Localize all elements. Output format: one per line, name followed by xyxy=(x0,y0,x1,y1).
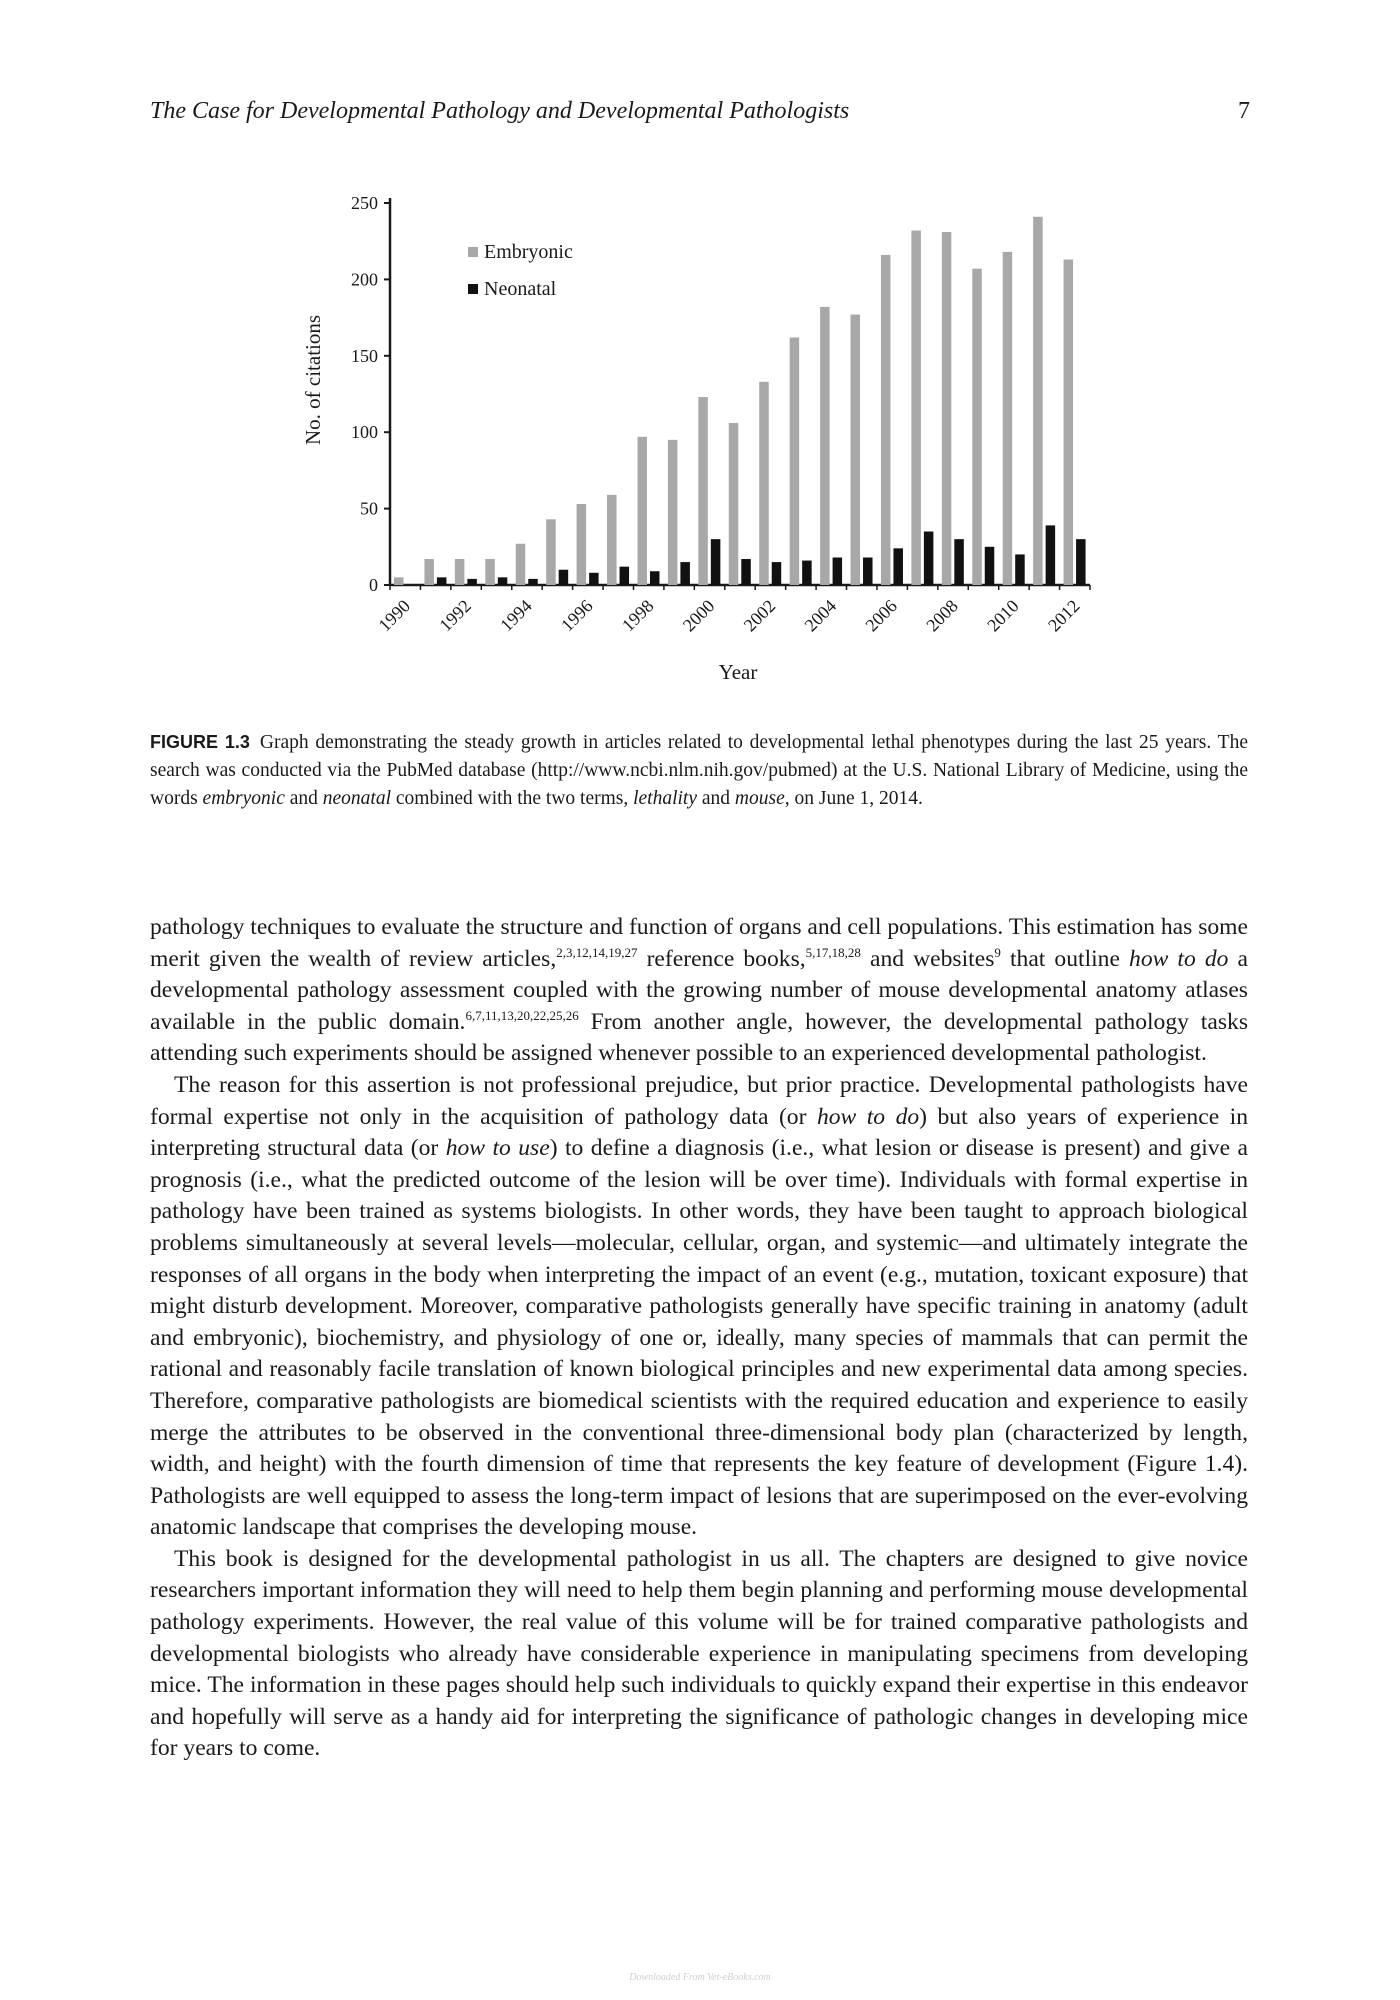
bar-neonatal-1995 xyxy=(559,570,569,585)
bar-neonatal-1999 xyxy=(680,562,690,585)
bar-neonatal-1997 xyxy=(620,567,630,585)
bar-neonatal-2001 xyxy=(741,559,751,585)
paragraph-2 xyxy=(150,1070,1248,1544)
footer-watermark: Downloaded From Vet-eBooks.com xyxy=(629,1972,771,1983)
bar-embryonic-1995 xyxy=(546,519,556,585)
y-tick-label: 150 xyxy=(351,345,378,366)
bar-neonatal-2011 xyxy=(1046,525,1056,585)
y-axis-label: No. of citations xyxy=(301,314,325,446)
bar-embryonic-2002 xyxy=(759,382,769,585)
p1-text-d: that outline xyxy=(1000,945,1130,972)
y-tick-label: 0 xyxy=(369,575,378,595)
bar-embryonic-1998 xyxy=(637,437,647,585)
bar-neonatal-2004 xyxy=(833,557,843,585)
paragraph-3: This book is designed for the developmental pathologist in us all. The chapters are designed to give novice researchers important information they will need to help them begin planning and performing mouse developmental pathology experiments. However, the real value of this volume will be for trained comparative pathologists and developmental biologists who already have considerable experience in manipulating specimens from developing mice. The information in these pages should help such individuals to quickly expand their expertise in this endeavor and hopefully will serve as a handy aid for interpreting the significance of pathologic changes in developing mice for years to come. xyxy=(150,1545,1248,1762)
bar-embryonic-2009 xyxy=(972,269,982,585)
bar-neonatal-1998 xyxy=(650,571,660,585)
x-tick-label: 2002 xyxy=(739,595,780,636)
figure-caption xyxy=(150,728,1248,813)
bar-neonatal-2006 xyxy=(893,548,903,585)
bar-neonatal-2002 xyxy=(772,562,782,585)
x-tick-label: 2000 xyxy=(678,595,719,636)
bar-embryonic-1997 xyxy=(607,495,617,585)
p1-text-a: pathology techniques to evaluate the structure and function of organs and cell populations. This estimation has some merit given the wealth of review articles, xyxy=(150,914,1248,972)
bar-embryonic-2001 xyxy=(729,423,739,585)
caption-text-4: and xyxy=(697,788,735,809)
bar-neonatal-1993 xyxy=(498,577,508,585)
bar-neonatal-2008 xyxy=(954,539,964,585)
bar-neonatal-2007 xyxy=(924,532,934,585)
bar-embryonic-2010 xyxy=(1003,252,1013,585)
x-axis-label: Year xyxy=(718,660,758,684)
bar-embryonic-1993 xyxy=(485,559,495,585)
x-tick-label: 1992 xyxy=(435,595,475,636)
caption-term-lethality: lethality xyxy=(633,788,698,809)
legend-swatch-embryonic xyxy=(468,247,478,257)
chart-bars xyxy=(394,217,1086,585)
bar-embryonic-2005 xyxy=(851,315,861,585)
y-tick-label: 250 xyxy=(351,193,378,213)
x-tick-label: 2008 xyxy=(922,595,962,636)
citation-superscript: 5,17,18,28 xyxy=(805,944,861,960)
x-tick-label: 1990 xyxy=(374,595,415,636)
x-tick-label: 1996 xyxy=(557,595,597,636)
bar-embryonic-1999 xyxy=(668,440,678,585)
body-text xyxy=(150,912,1248,1765)
citation-superscript: 9 xyxy=(994,944,1001,960)
bar-embryonic-2012 xyxy=(1064,260,1074,585)
bar-neonatal-2005 xyxy=(863,557,873,585)
citation-superscript: 6,7,11,13,20,22,25,26 xyxy=(465,1007,579,1023)
bar-neonatal-2000 xyxy=(711,539,721,585)
bar-embryonic-1996 xyxy=(577,504,587,585)
bar-embryonic-1990 xyxy=(394,577,404,585)
bar-embryonic-2006 xyxy=(881,255,891,585)
y-tick-label: 200 xyxy=(351,269,378,290)
bar-neonatal-2003 xyxy=(802,561,812,585)
bar-embryonic-2008 xyxy=(942,232,952,585)
p1-text-f: a developmental pathology assessment coupled with the growing number of mouse developmental anatomy atlases available in the public domain. xyxy=(150,945,1249,1035)
bar-embryonic-2000 xyxy=(698,397,708,585)
legend-label-embryonic: Embryonic xyxy=(484,241,573,263)
bar-neonatal-2010 xyxy=(1015,554,1025,585)
x-tick-label: 2006 xyxy=(861,595,902,636)
bar-neonatal-1991 xyxy=(437,577,447,585)
y-tick-label: 50 xyxy=(360,498,378,519)
page-number: 7 xyxy=(1238,98,1250,124)
bar-neonatal-1992 xyxy=(467,579,477,585)
paragraph-1 xyxy=(150,912,1248,1070)
p2-italic-how-to-use: how to use xyxy=(445,1135,550,1162)
bar-neonatal-2012 xyxy=(1076,539,1086,585)
p1-italic-how-to-do: how to do xyxy=(1129,945,1229,972)
caption-term-mouse: mouse xyxy=(734,788,785,809)
x-tick-label: 2004 xyxy=(800,595,841,636)
caption-term-embryonic: embryonic xyxy=(202,788,285,809)
legend-label-neonatal: Neonatal xyxy=(484,278,557,300)
figure-label: FIGURE 1.3 xyxy=(150,732,250,752)
caption-text-2: and xyxy=(284,788,323,809)
legend-swatch-neonatal xyxy=(468,284,478,294)
caption-text-3: combined with the two terms, xyxy=(391,788,634,809)
caption-text-1: Graph demonstrating the steady growth in articles related to developmental lethal phenotypes during the last 25 years. The search was conducted via the PubMed database (http://www.ncbi.nlm.nih.gov/pubmed) at the U.S. National Library of Medicine, using the words xyxy=(150,732,1248,809)
p2-text-c: ) but also years of experience in interpreting structural data (or xyxy=(150,1103,1248,1162)
p1-text-b: reference books, xyxy=(637,945,806,972)
running-head-title: The Case for Developmental Pathology and Developmental Pathologists xyxy=(150,98,850,124)
x-tick-label: 2010 xyxy=(983,595,1023,636)
bar-embryonic-2004 xyxy=(820,307,830,585)
bar-embryonic-2003 xyxy=(790,337,800,585)
p2-text-e: ) to define a diagnosis (i.e., what lesion or disease is present) and give a prognosis (i.e., what the predicted outcome of the lesion will be over time). Individuals with formal expertise in pathology have been trained as systems biologists. In other words, they have been taught to approach biological problems simultaneously at several levels—molecular, cellular, organ, and systemic—and ultimately integrate the responses of all organs in the body when interpreting the impact of an event (e.g., mutation, toxicant exposure) that might disturb development. Moreover, comparative pathologists generally have specific training in anatomy (adult and embryonic), biochemistry, and physiology of one or, ideally, many species of mammals that can permit the rational and reasonably facile translation of known biological principles and new experimental data among species. Therefore, comparative pathologists are biomedical scientists with the required education and experience to easily merge the attributes to be observed in the conventional three-dimensional body plan (characterized by length, width, and height) with the fourth dimension of time that represents the key feature of development (Figure 1.4). Pathologists are well equipped to assess the long-term impact of lesions that are superimposed on the ever-evolving anatomic landscape that comprises the developing mouse. xyxy=(150,1135,1248,1541)
bar-embryonic-1992 xyxy=(455,559,465,585)
y-tick-label: 100 xyxy=(351,422,378,443)
p2-text-a: The reason for this assertion is not professional prejudice, but prior practice. Developmental pathologists have formal expertise not only in the acquisition of pathology data (or xyxy=(150,1071,1248,1130)
caption-term-neonatal: neonatal xyxy=(322,788,392,809)
bar-neonatal-1994 xyxy=(528,579,538,585)
bar-embryonic-2011 xyxy=(1033,217,1043,585)
bar-neonatal-2009 xyxy=(985,547,995,585)
p1-text-c: and websites xyxy=(860,945,995,972)
x-tick-label: 2012 xyxy=(1044,595,1084,636)
bar-embryonic-1991 xyxy=(424,559,434,585)
citation-superscript: 2,3,12,14,19,27 xyxy=(556,944,638,960)
citations-bar-chart xyxy=(290,180,1110,690)
chart-legend xyxy=(468,241,573,300)
bar-embryonic-2007 xyxy=(911,231,921,585)
p1-text-g: From another angle, however, the developmental pathology tasks attending such experiments should be assigned whenever possible to an experienced developmental pathologist. xyxy=(150,1008,1248,1067)
x-tick-label: 1994 xyxy=(496,595,536,636)
p2-italic-how-to-do: how to do xyxy=(816,1103,920,1130)
x-tick-label: 1998 xyxy=(617,595,658,636)
caption-text-5: , on June 1, 2014. xyxy=(784,788,923,809)
bar-neonatal-1996 xyxy=(589,573,599,585)
bar-embryonic-1994 xyxy=(516,544,526,585)
